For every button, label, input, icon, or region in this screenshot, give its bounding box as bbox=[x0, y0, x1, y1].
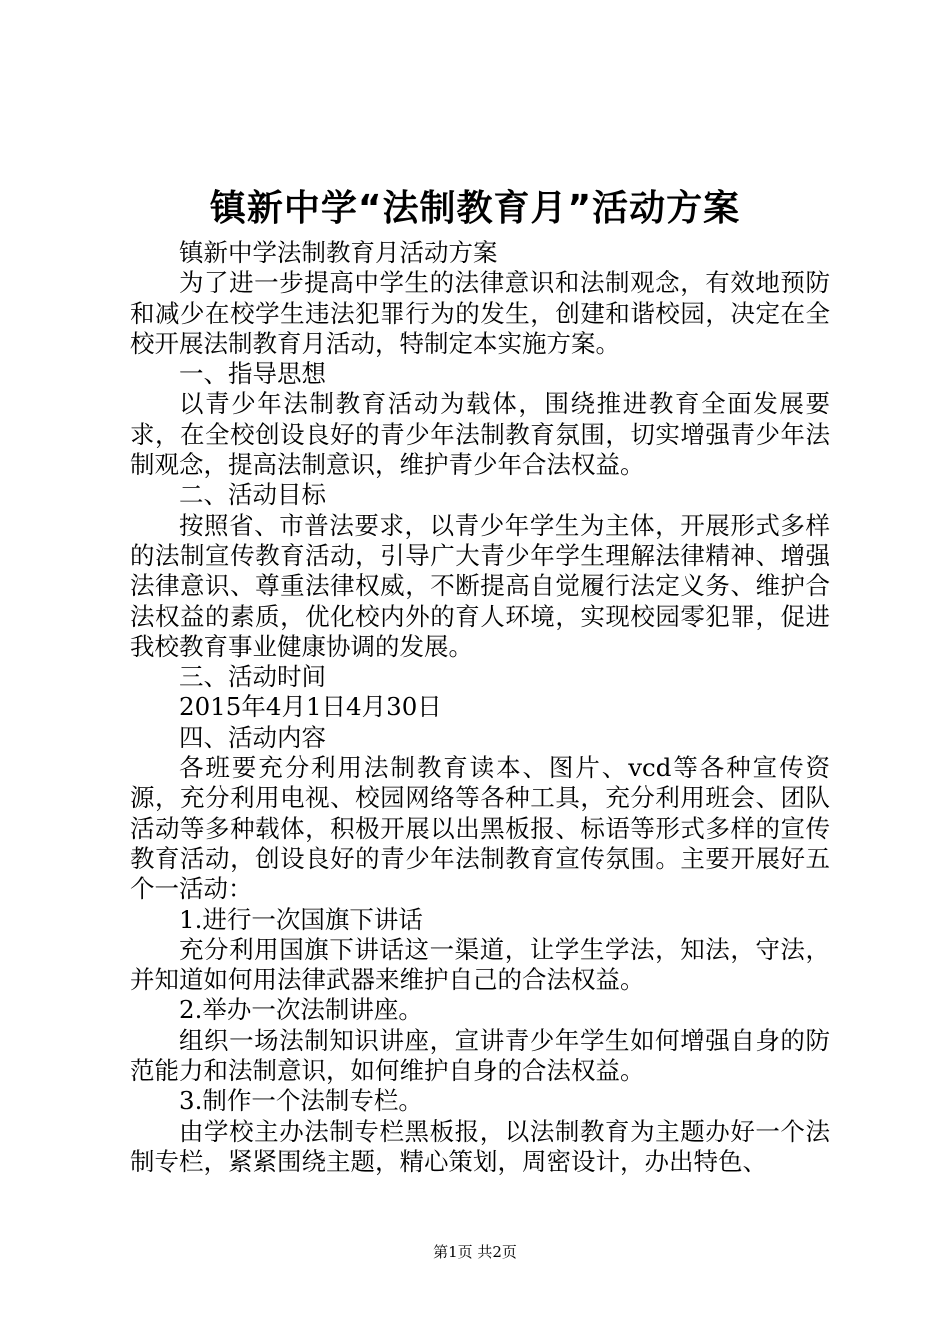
activity-time-paragraph: 2015年4月1日4月30日 bbox=[179, 692, 442, 722]
lecture-paragraph: 组织一场法制知识讲座，宣讲青少年学生如何增强自身的防范能力和法制意识，如何维护自身的合法权益。 bbox=[130, 1025, 830, 1086]
column-paragraph: 由学校主办法制专栏黑板报，以法制教育为主题办好一个法制专栏，紧紧围绕主题，精心策划，周密设计，办出特色、 bbox=[130, 1116, 830, 1176]
section-heading-activity-content: 四、活动内容 bbox=[179, 722, 326, 752]
section-heading-activity-time: 三、活动时间 bbox=[179, 662, 326, 692]
section-heading-activity-goal: 二、活动目标 bbox=[179, 480, 326, 510]
item-heading-column: 3.制作一个法制专栏。 bbox=[179, 1086, 423, 1116]
subtitle-line: 镇新中学法制教育月活动方案 bbox=[179, 238, 498, 267]
item-heading-flag-speech: 1.进行一次国旗下讲话 bbox=[179, 904, 423, 934]
activity-goal-paragraph: 按照省、市普法要求，以青少年学生为主体，开展形式多样的法制宣传教育活动，引导广大青少年学生理解法律精神、增强法律意识、尊重法律权威，不断提高自觉履行法定义务、维护合法权益的素质，优化校内外的育人环境，实现校园零犯罪，促进我校教育事业健康协调的发展。 bbox=[130, 510, 830, 661]
section-heading-guiding-thought: 一、指导思想 bbox=[179, 359, 326, 389]
activity-content-paragraph: 各班要充分利用法制教育读本、图片、vcd等各种宣传资源，充分利用电视、校园网络等各种工具，充分利用班会、团队活动等多种载体，积极开展以出黑板报、标语等形式多样的宣传教育活动，创设良好的青少年法制教育宣传氛围。主要开展好五个一活动： bbox=[130, 753, 830, 904]
intro-paragraph: 为了进一步提高中学生的法律意识和法制观念，有效地预防和减少在校学生违法犯罪行为的发生，创建和谐校园，决定在全校开展法制教育月活动，特制定本实施方案。 bbox=[130, 268, 830, 358]
item-heading-lecture: 2.举办一次法制讲座。 bbox=[179, 995, 423, 1025]
page-number-footer: 第1页 共2页 bbox=[433, 1243, 517, 1261]
guiding-thought-paragraph: 以青少年法制教育活动为载体，围绕推进教育全面发展要求，在全校创设良好的青少年法制教育氛围，切实增强青少年法制观念，提高法制意识，维护青少年合法权益。 bbox=[130, 389, 830, 480]
flag-speech-paragraph: 充分利用国旗下讲话这一渠道，让学生学法，知法，守法，并知道如何用法律武器来维护自己的合法权益。 bbox=[130, 934, 830, 995]
document-title: 镇新中学“法制教育月”活动方案 bbox=[209, 188, 741, 229]
document-body bbox=[130, 238, 830, 1177]
